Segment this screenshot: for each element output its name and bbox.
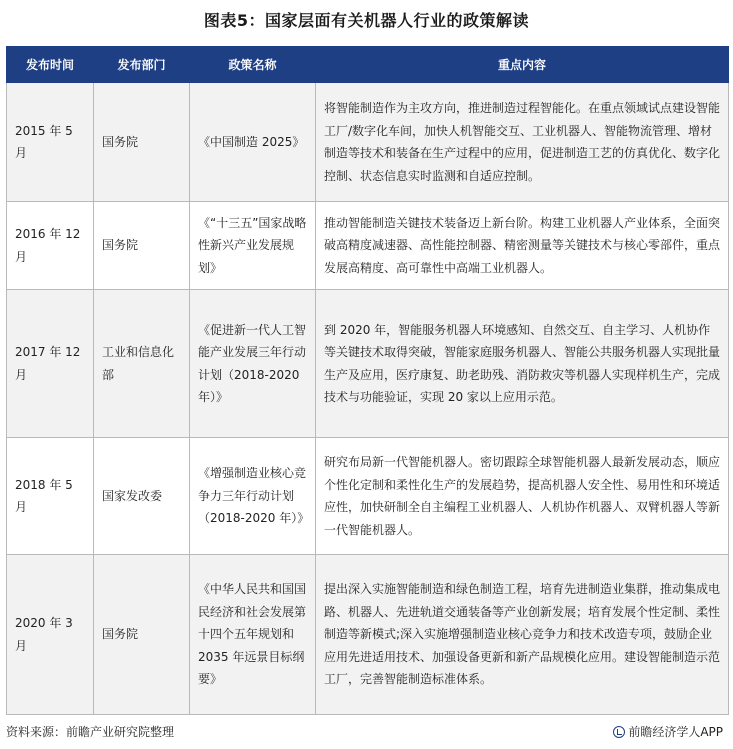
cell-date: 2015 年 5 月	[7, 83, 94, 202]
chart-title: 图表5：国家层面有关机器人行业的政策解读	[203, 11, 530, 30]
header-key-content: 重点内容	[316, 47, 729, 83]
cell-date: 2016 年 12 月	[7, 202, 94, 290]
policy-table	[6, 46, 729, 715]
cell-key-content: 到 2020 年，智能服务机器人环境感知、自然交互、自主学习、人机协作等关键技术取得突破，智能家庭服务机器人、智能公共服务机器人实现批量生产及应用，医疗康复、助老助残、消防救灾等机器人实现样机生产，完成技术与功能验证，实现 20 家以上应用示范。	[316, 290, 729, 438]
cell-policy-name: 《中华人民共和国国民经济和社会发展第十四个五年规划和 2035 年远景目标纲要》	[190, 555, 316, 715]
cell-department: 国务院	[94, 555, 190, 715]
cell-department: 国务院	[94, 202, 190, 290]
table-row	[7, 555, 729, 715]
cell-key-content: 提出深入实施智能制造和绿色制造工程，培育先进制造业集群，推动集成电路、机器人、先进轨道交通装备等产业创新发展；培育发展个性定制、柔性制造等新模式;深入实施增强制造业核心竞争力和技术改造专项，鼓励企业应用先进适用技术、加强设备更新和新产品规模化应用。建设智能制造示范工厂，完善智能制造标准体系。	[316, 555, 729, 715]
cell-date: 2017 年 12 月	[7, 290, 94, 438]
cell-date: 2020 年 3 月	[7, 555, 94, 715]
header-policy-name: 政策名称	[190, 47, 316, 83]
cell-department: 工业和信息化部	[94, 290, 190, 438]
cell-policy-name: 《“十三五”国家战略性新兴产业发展规划》	[190, 202, 316, 290]
table-row	[7, 438, 729, 555]
cell-department: 国务院	[94, 83, 190, 202]
cell-policy-name: 《增强制造业核心竞争力三年行动计划（2018-2020 年）》	[190, 438, 316, 555]
header-date: 发布时间	[7, 47, 94, 83]
source-note: 资料来源：前瞻产业研究院整理	[6, 725, 175, 739]
brand-credit	[613, 723, 723, 740]
brand-label: 前瞻经济学人APP	[628, 725, 723, 739]
table-row	[7, 202, 729, 290]
cell-policy-name: 《促进新一代人工智能产业发展三年行动计划（2018-2020 年）》	[190, 290, 316, 438]
header-department: 发布部门	[94, 47, 190, 83]
cell-department: 国家发改委	[94, 438, 190, 555]
qianzhan-logo-icon	[613, 726, 625, 738]
table-row	[7, 83, 729, 202]
cell-key-content: 推动智能制造关键技术装备迈上新台阶。构建工业机器人产业体系，全面突破高精度减速器、高性能控制器、精密测量等关键技术与核心零部件，重点发展高精度、高可靠性中高端工业机器人。	[316, 202, 729, 290]
cell-key-content: 研究布局新一代智能机器人。密切跟踪全球智能机器人最新发展动态，顺应个性化定制和柔性化生产的发展趋势，提高机器人安全性、易用性和环境适应性，加快研制全自主编程工业机器人、人机协作机器人、双臂机器人等新一代智能机器人。	[316, 438, 729, 555]
table-row	[7, 290, 729, 438]
cell-key-content: 将智能制造作为主攻方向，推进制造过程智能化。在重点领域试点建设智能工厂/数字化车间，加快人机智能交互、工业机器人、智能物流管理、增材制造等技术和装备在生产过程中的应用，促进制造工艺的仿真优化、数字化控制、状态信息实时监测和自适应控制。	[316, 83, 729, 202]
cell-policy-name: 《中国制造 2025》	[190, 83, 316, 202]
table-header-row	[7, 47, 729, 83]
cell-date: 2018 年 5 月	[7, 438, 94, 555]
